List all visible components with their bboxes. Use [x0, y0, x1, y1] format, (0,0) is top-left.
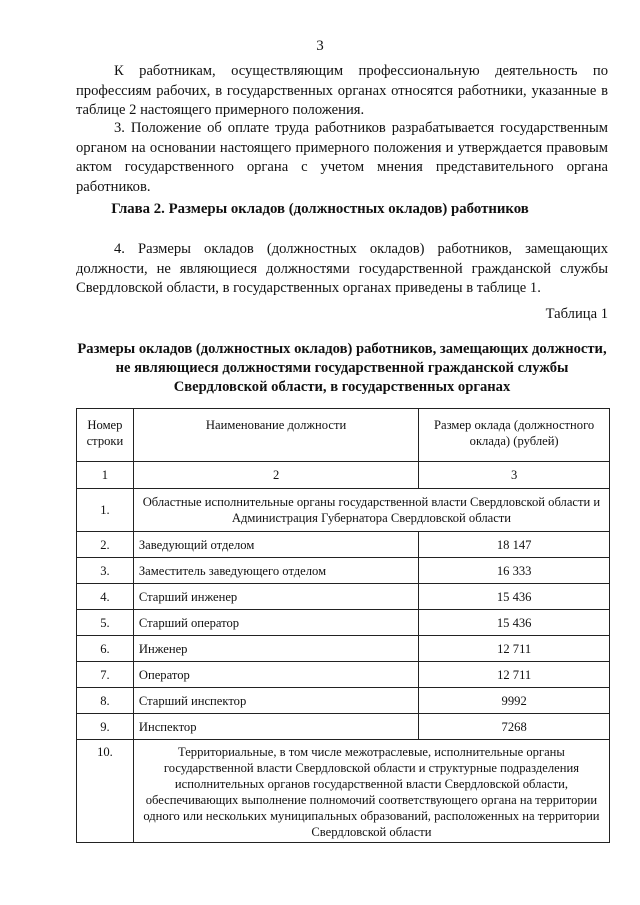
table-title: Размеры окладов (должностных окладов) работников, замещающих должности, не являющиеся должностями государственной гражданской службы Свердловской области, в государственных органах: [77, 341, 607, 395]
row-number: 5.: [77, 610, 134, 636]
table-row: [77, 662, 610, 688]
paragraph-4-salaries: 4. Размеры окладов (должностных окладов) работников, замещающих должности, не являющиеся должностями государственной гражданской службы Свердловской области, в государственных органах приведены в таблице 1.: [76, 241, 608, 296]
group-number: 10.: [77, 740, 134, 843]
salary-value: 15 436: [419, 584, 610, 610]
salary-value: 9992: [419, 688, 610, 714]
position-name: Инспектор: [133, 714, 418, 740]
table-row: [77, 610, 610, 636]
paragraph-workers: К работникам, осуществляющим профессиональную деятельность по профессиям рабочих, в государственных органах относятся работники, указанные в таблице 2 настоящего примерного положения.: [76, 63, 608, 118]
position-name: Оператор: [133, 662, 418, 688]
salary-table: [76, 408, 610, 843]
table-caption: Таблица 1: [545, 306, 608, 322]
table-row: [77, 584, 610, 610]
group-number: 1.: [77, 489, 134, 532]
table-row: [77, 688, 610, 714]
position-name: Заведующий отделом: [133, 532, 418, 558]
row-number: 6.: [77, 636, 134, 662]
position-name: Старший оператор: [133, 610, 418, 636]
table-group-row: [77, 489, 610, 532]
header-position-name: Наименование должности: [133, 409, 418, 462]
salary-value: 12 711: [419, 636, 610, 662]
index-cell: 3: [419, 462, 610, 489]
table-group-row: [77, 740, 610, 843]
index-cell: 1: [77, 462, 134, 489]
salary-value: 7268: [419, 714, 610, 740]
table-header-row: [77, 409, 610, 462]
salary-value: 12 711: [419, 662, 610, 688]
salary-value: 15 436: [419, 610, 610, 636]
position-name: Заместитель заведующего отделом: [133, 558, 418, 584]
row-number: 9.: [77, 714, 134, 740]
salary-value: 16 333: [419, 558, 610, 584]
position-name: Старший инспектор: [133, 688, 418, 714]
header-row-number: Номер строки: [77, 409, 134, 462]
table-index-row: [77, 462, 610, 489]
group-title: Областные исполнительные органы государственной власти Свердловской области и Администрация Губернатора Свердловской области: [133, 489, 609, 532]
position-name: Инженер: [133, 636, 418, 662]
group-title: Территориальные, в том числе межотраслевые, исполнительные органы государственной власти Свердловской области и структурные подразделения исполнительных органов государственной власти Свердловской области, обеспечивающих выполнение полномочий соответствующего органа на территории одного или нескольких муниципальных образований, расположенных на территории Свердловской области: [133, 740, 609, 843]
chapter-title: Глава 2. Размеры окладов (должностных окладов) работников: [111, 201, 529, 217]
table-row: [77, 532, 610, 558]
row-number: 8.: [77, 688, 134, 714]
row-number: 3.: [77, 558, 134, 584]
salary-value: 18 147: [419, 532, 610, 558]
row-number: 2.: [77, 532, 134, 558]
row-number: 4.: [77, 584, 134, 610]
row-number: 7.: [77, 662, 134, 688]
position-name: Старший инженер: [133, 584, 418, 610]
index-cell: 2: [133, 462, 418, 489]
table-row: [77, 558, 610, 584]
paragraph-3-regulation: 3. Положение об оплате труда работников разрабатывается государственным органом на основании настоящего примерного положения и утверждается правовым актом государственного органа с учетом мнения представительного органа работников.: [76, 120, 608, 195]
table-row: [77, 636, 610, 662]
header-salary: Размер оклада (должностного оклада) (рублей): [419, 409, 610, 462]
page-number: 3: [316, 38, 324, 54]
table-row: [77, 714, 610, 740]
